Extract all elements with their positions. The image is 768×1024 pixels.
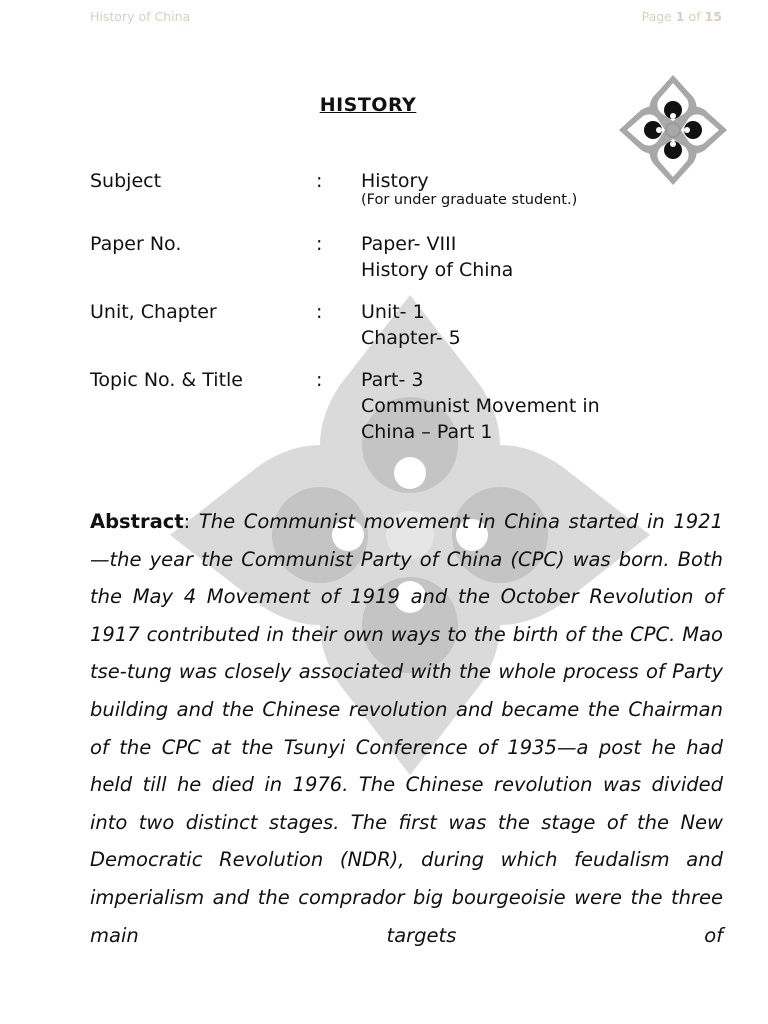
subject-note: (For under graduate student.) <box>361 192 578 208</box>
abstract-paragraph <box>90 503 723 954</box>
chapter-value: Chapter- 5 <box>361 327 461 349</box>
topic-row <box>90 367 650 445</box>
metadata-table <box>90 168 650 445</box>
topic-title-line-2: China – Part 1 <box>361 421 493 443</box>
unit-row <box>90 299 650 351</box>
topic-title-line-1: Communist Movement in <box>361 395 600 417</box>
header-page-number: Page 1 of 15 <box>641 9 722 24</box>
paper-row <box>90 231 650 283</box>
separator: : <box>316 233 323 255</box>
subject-label: Subject <box>90 170 162 192</box>
paper-value-number: Paper- VIII <box>361 233 457 255</box>
subject-value: History <box>361 170 429 192</box>
abstract-label: Abstract <box>90 510 184 533</box>
unit-value: Unit- 1 <box>361 301 425 323</box>
paper-label: Paper No. <box>90 233 182 255</box>
header-doc-title: History of China <box>90 9 191 24</box>
topic-part: Part- 3 <box>361 369 424 391</box>
topic-label: Topic No. & Title <box>90 369 243 391</box>
running-header <box>90 9 722 25</box>
page-title: HISTORY <box>319 94 417 116</box>
subject-row <box>90 168 650 209</box>
separator: : <box>316 369 323 391</box>
separator: : <box>316 170 323 192</box>
separator: : <box>316 301 323 323</box>
abstract-colon: : <box>183 510 199 533</box>
unit-label: Unit, Chapter <box>90 301 217 323</box>
paper-value-title: History of China <box>361 259 514 281</box>
abstract-text: The Communist movement in China started in 1921—the year the Communist Party of China (CPC) was born. Both the May 4 Movement of 1919 and the October Revolution of 1917 contributed in their own ways to the birth of the CPC. Mao tse-tung was closely associated with the whole process of Party building and the Chinese revolution and became the Chairman of the CPC at the Tsunyi Conference of 1935—a post he had held till he died in 1976. The Chinese revolution was divided into two distinct stages. The first was the stage of the New Democratic Revolution (NDR), during which feudalism and imperialism and the comprador big bourgeoisie were the three main targets of <box>90 510 723 947</box>
